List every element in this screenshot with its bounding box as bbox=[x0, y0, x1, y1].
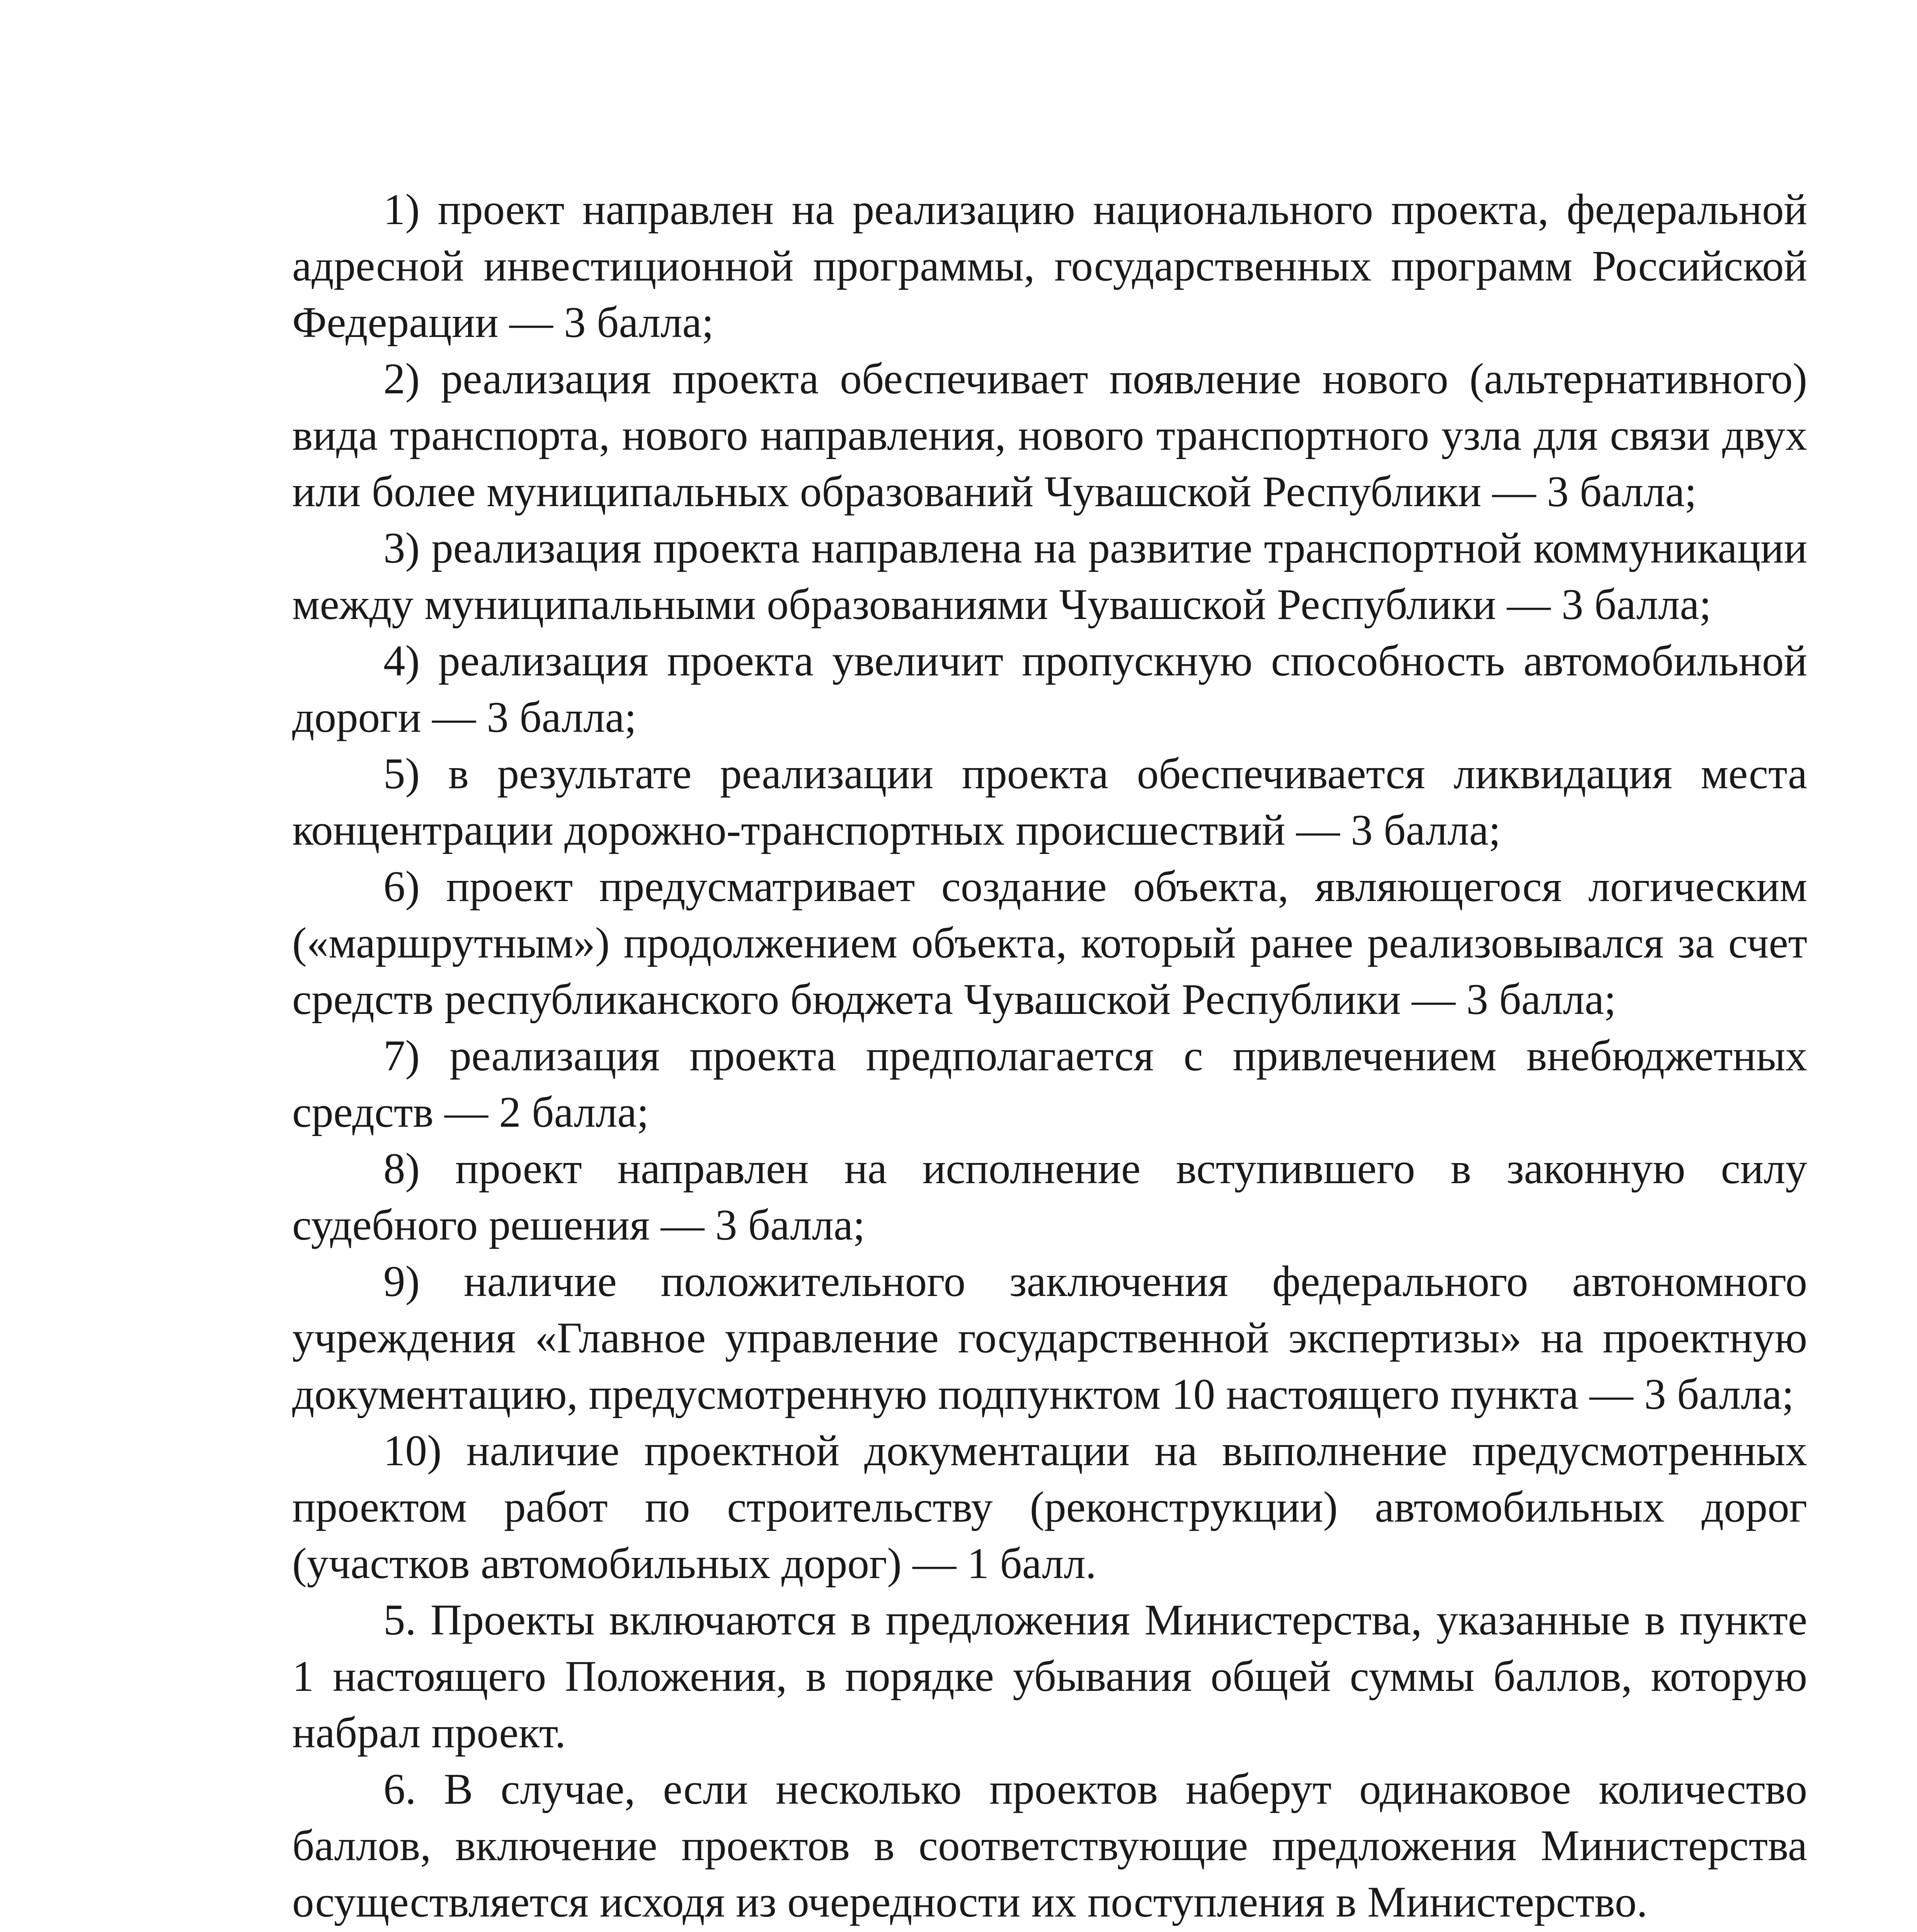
criterion-item-9: 9) наличие положительного заключения федерального автономного учреждения «Главное управление государственной экспертизы» на проектную документацию, предусмотренную подпунктом 10 настоящего пункта — 3 балла; bbox=[292, 1257, 1807, 1418]
criterion-item-8: 8) проект направлен на исполнение вступившего в законную силу судебного решения — 3 балла; bbox=[292, 1145, 1807, 1249]
criterion-item-4: 4) реализация проекта увеличит пропускную способность автомобильной дороги — 3 балла; bbox=[292, 637, 1807, 742]
document-body bbox=[292, 182, 1807, 1930]
criterion-item-1: 1) проект направлен на реализацию национального проекта, федеральной адресной инвестиционной программы, государственных программ Российской Федерации — 3 балла; bbox=[292, 185, 1807, 347]
clause-5: 5. Проекты включаются в предложения Министерства, указанные в пункте 1 настоящего Положения, в порядке убывания общей суммы баллов, которую набрал проект. bbox=[292, 1596, 1807, 1757]
criterion-item-2: 2) реализация проекта обеспечивает появление нового (альтернативного) вида транспорта, нового направления, нового транспортного узла для связи двух или более муниципальных образований Чувашской Республики — 3 балла; bbox=[292, 355, 1807, 516]
criterion-item-6: 6) проект предусматривает создание объекта, являющегося логическим («маршрутным») продолжением объекта, который ранее реализовывался за счет средств республиканского бюджета Чувашской Республики — 3 балла; bbox=[292, 862, 1807, 1024]
criterion-item-5: 5) в результате реализации проекта обеспечивается ликвидация места концентрации дорожно-транспортных происшествий — 3 балла; bbox=[292, 750, 1807, 854]
criterion-item-10: 10) наличие проектной документации на выполнение предусмотренных проектом работ по строительству (реконструкции) автомобильных дорог (участков автомобильных дорог) — 1 балл. bbox=[292, 1427, 1807, 1588]
criterion-item-7: 7) реализация проекта предполагается с привлечением внебюджетных средств — 2 балла; bbox=[292, 1032, 1807, 1136]
criterion-item-3: 3) реализация проекта направлена на развитие транспортной коммуникации между муниципальными образованиями Чувашской Республики — 3 балла; bbox=[292, 524, 1807, 629]
clause-6: 6. В случае, если несколько проектов наберут одинаковое количество баллов, включение проектов в соответствующие предложения Министерства осуществляется исходя из очередности их поступления в Министерство. bbox=[292, 1765, 1807, 1926]
